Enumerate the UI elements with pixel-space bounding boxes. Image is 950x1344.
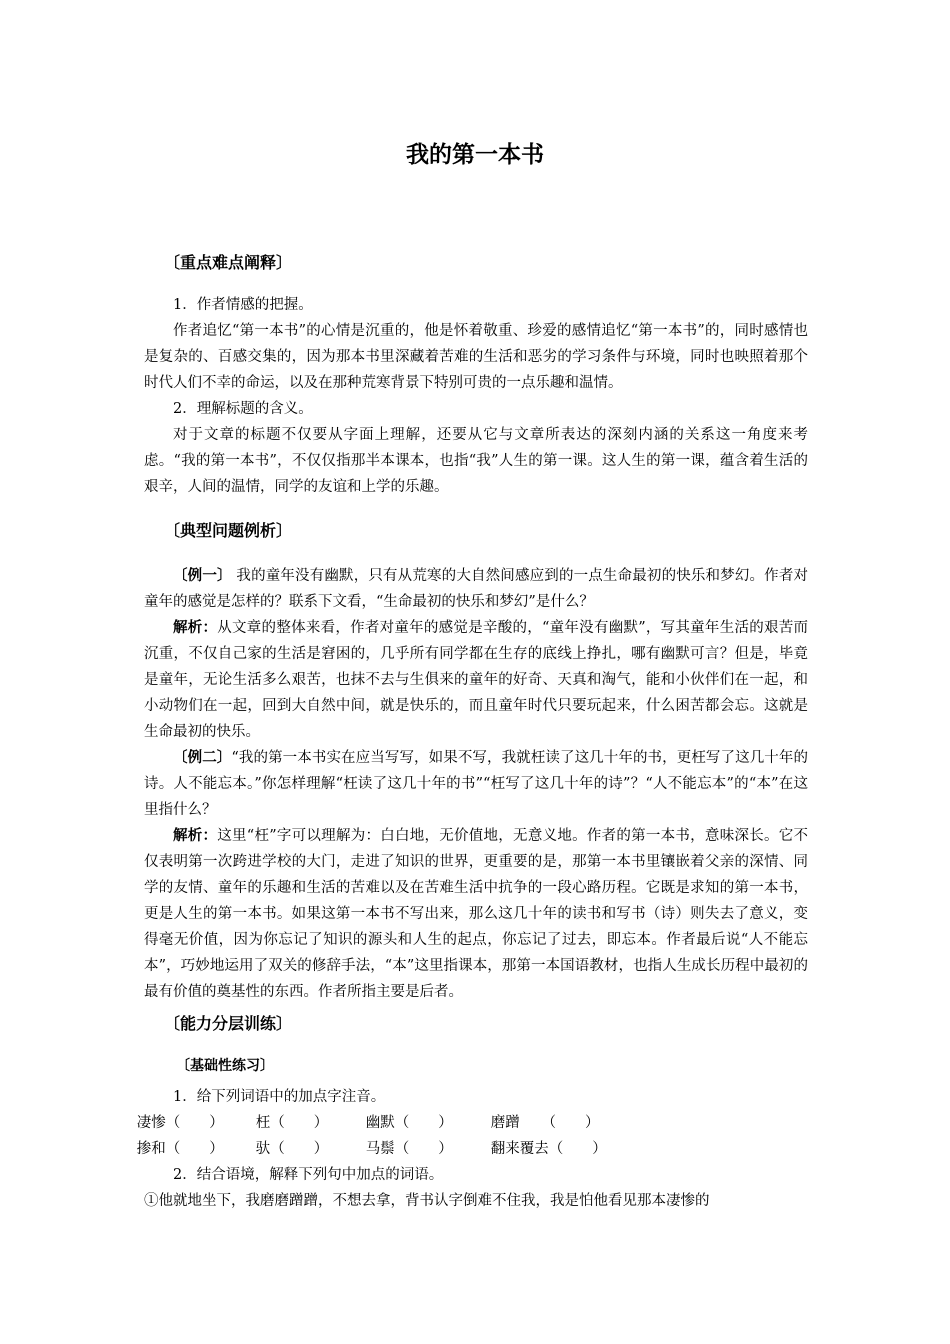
analysis2-label: 解析： [173,827,218,844]
training-content [136,1084,808,1214]
word-item: 凄惨（ ） [136,1115,224,1131]
example1 [144,563,808,615]
word-item: 掺和（ ） [136,1141,224,1157]
word-item: 幽默（ ） [365,1115,453,1131]
section-heading-examples: 〔典型问题例析〕 [164,521,293,540]
word-item: 马鬃（ ） [365,1141,453,1157]
item2-body: 对于文章的标题不仅要从字面上理解，还要从它与文章所表达的深刻内涵的关系这一角度来考虑。“我的第一本书”，不仅仅指那半本课本，也指“我”人生的第一课。这人生的第一课，蕴含着生活的艰辛，人间的温情，同学的友谊和上学的乐趣。 [144,427,808,495]
examples-content [144,563,808,1005]
example2-analysis [144,823,808,1005]
pinyin-row-2 [137,1136,808,1162]
q2-item1: ①他就地坐下，我磨磨蹭蹭，不想去拿，背书认字倒难不住我，我是怕他看见那本凄惨的 [144,1193,710,1209]
example1-body: 我的童年没有幽默，只有从荒寒的大自然间感应到的一点生命最初的快乐和梦幻。作者对童年的感觉是怎样的？联系下文看，“生命最初的快乐和梦幻”是什么？ [144,568,809,610]
item1-title: 1．作者情感的把握。 [173,297,313,313]
pinyin-row-1 [137,1110,808,1136]
analysis1-label: 解析： [173,619,218,636]
example1-label: 〔例一〕 [173,567,232,584]
key-points-content [144,292,808,500]
example2 [144,745,808,823]
word-item: 磨蹭 （ ） [490,1115,600,1131]
example1-analysis [144,615,808,745]
item1-body: 作者追忆“第一本书”的心情是沉重的，他是怀着敬重、珍爱的感情追忆“第一本书”的，同时感情也是复杂的、百感交集的，因为那本书里深藏着苦难的生活和恶劣的学习条件与环境，同时也映照着那个时代人们不幸的命运，以及在那种荒寒背景下特别可贵的一点乐趣和温情。 [144,323,808,391]
sub-heading-basic: 〔基础性练习〕 [176,1058,274,1074]
analysis1-body: 从文章的整体来看，作者对童年的感觉是辛酸的，“童年没有幽默”，写其童年生活的艰苦而沉重，不仅自己家的生活是窘困的，几乎所有同学都在生存的底线上挣扎，哪有幽默可言？但是，毕竟是童年，无论生活多么艰苦，也抹不去与生俱来的童年的好奇、天真和淘气，能和小伙伴们在一起，和小动物们在一起，回到大自然中间，就是快乐的，而且童年时代只要玩起来，什么困苦都会忘。这就是生命最初的快乐。 [144,620,808,740]
analysis2-body: 这里“枉”字可以理解为：白白地，无价值地，无意义地。作者的第一本书，意味深长。它不仅表明第一次跨进学校的大门，走进了知识的世界，更重要的是，那第一本书里镶嵌着父亲的深情、同学的友情、童年的乐趣和生活的苦难以及在苦难生活中抗争的一段心路历程。它既是求知的第一本书，更是人生的第一本书。如果这第一本书不写出来，那么这几十年的读书和写书（诗）则失去了意义，变得毫无价值，因为你忘记了知识的源头和人生的起点，你忘记了过去，即忘本。作者最后说“人不能忘本”，巧妙地运用了双关的修辞手法，“本”这里指课本，那第一本国语教材，也指人生成长历程中最初的最有价值的奠基性的东西。作者所指主要是后者。 [144,828,808,1000]
example2-body: “我的第一本书实在应当写写，如果不写，我就枉读了这几十年的书，更枉写了这几十年的诗。人不能忘本。”你怎样理解“枉读了这几十年的书”“枉写了这几十年的诗”？“人不能忘本”的“本”在这里指什么？ [144,750,808,818]
word-item: 驮（ ） [255,1141,329,1157]
page-title: 我的第一本书 [406,142,544,168]
q2-title: 2．结合语境，解释下列句中加点的词语。 [173,1167,444,1183]
q1-title: 1．给下列词语中的加点字注音。 [173,1089,386,1105]
item2-title: 2．理解标题的含义。 [173,401,313,417]
section-heading-training: 〔能力分层训练〕 [164,1014,293,1033]
word-item: 枉（ ） [255,1115,329,1131]
example2-label: 〔例二〕 [173,749,232,766]
section-heading-key-points: 〔重点难点阐释〕 [164,253,293,272]
word-item: 翻来覆去（ ） [490,1141,607,1157]
